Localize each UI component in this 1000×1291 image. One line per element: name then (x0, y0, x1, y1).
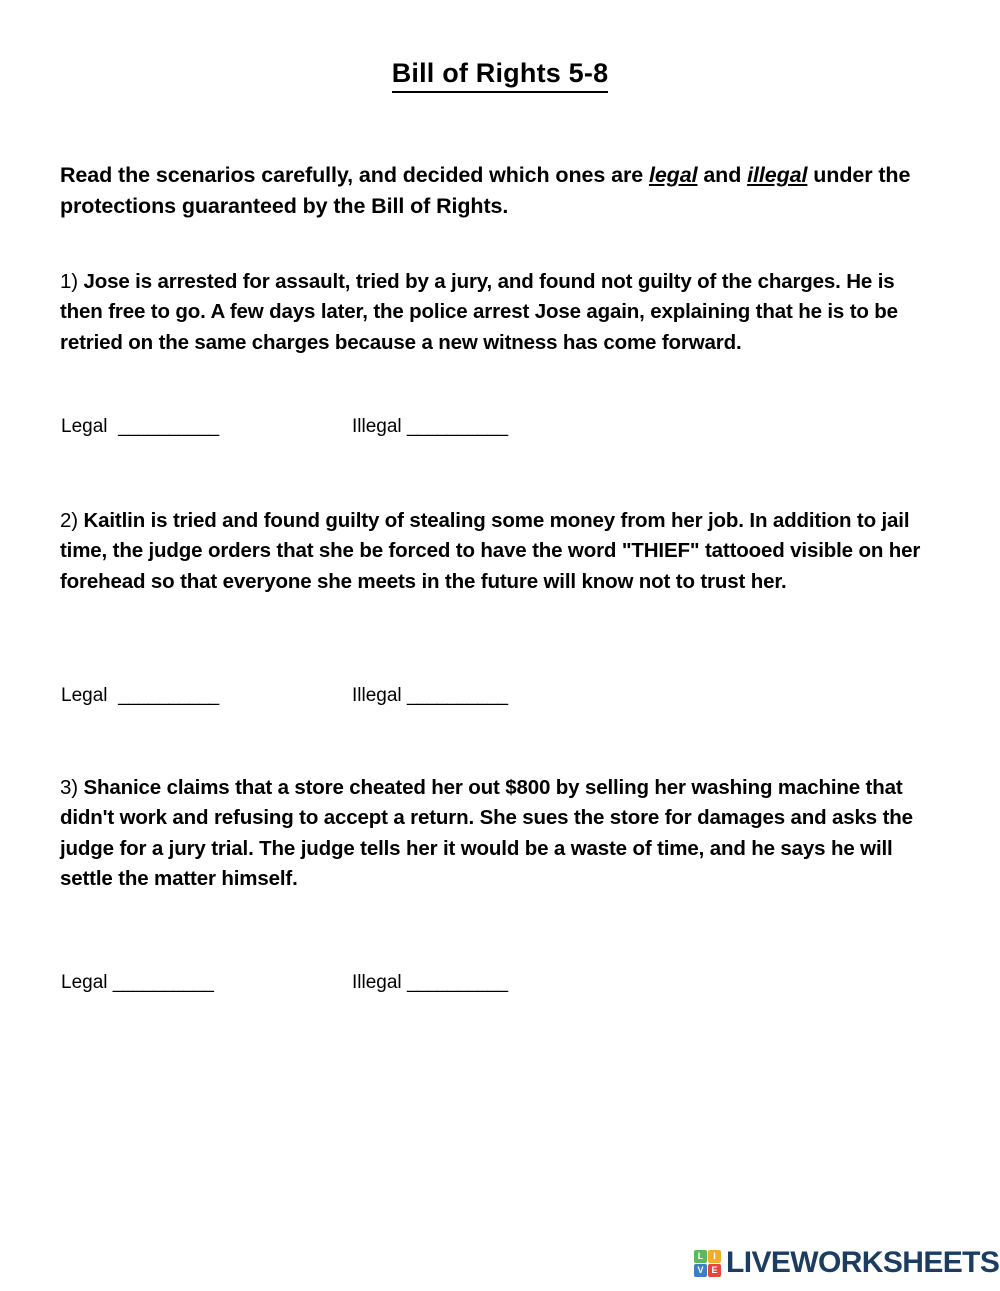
scenario-3-number: 3) (60, 776, 78, 799)
answer-2-illegal-blank[interactable]: __________ (406, 685, 508, 706)
worksheet-content (60, 160, 938, 1002)
answer-1-legal-blank[interactable]: __________ (118, 416, 219, 438)
page-title: Bill of Rights 5-8 (392, 58, 609, 93)
answer-row-2 (60, 685, 938, 715)
logo-tile-l: L (694, 1250, 707, 1263)
answer-1-illegal-blank[interactable]: __________ (406, 416, 508, 438)
instructions-text-part3: under the protections guaranteed by the Bill of Rights. (60, 163, 911, 218)
scenario-2-text: Kaitlin is tried and found guilty of stealing some money from her job. In addition to jail time, the judge orders that she be forced to have the word "THIEF" tattooed visible on her forehead so that everyone she meets in the future will know not to trust her. (60, 509, 921, 593)
scenario-3 (60, 773, 938, 894)
spacer (60, 358, 938, 416)
answer-1-illegal-option[interactable] (352, 416, 508, 438)
answer-2-illegal-label: Illegal (352, 685, 402, 706)
answer-1-illegal-label: Illegal (352, 416, 402, 438)
logo-tile-e: E (708, 1264, 721, 1277)
logo-tile-v: V (694, 1264, 707, 1277)
liveworksheets-wordmark: LIVEWORKSHEETS (726, 1246, 1000, 1279)
answer-3-legal-label: Legal (61, 972, 108, 994)
answer-3-illegal-blank[interactable]: __________ (406, 972, 508, 994)
scenario-1-number: 1) (60, 270, 78, 294)
scenario-2-number: 2) (60, 509, 78, 533)
answer-row-3 (60, 972, 938, 1002)
instructions-emphasis-illegal: illegal (747, 163, 808, 187)
instructions-text-part2: and (697, 163, 748, 187)
liveworksheets-logo[interactable] (694, 1243, 999, 1283)
scenario-3-text: Shanice claims that a store cheated her out $800 by selling her washing machine that didn't work and refusing to accept a return. She sues the store for damages and asks the judge for a jury trial. The judge tells her it would be a waste of time, and he says he will settle the matter himself. (60, 776, 913, 890)
answer-2-legal-blank[interactable]: __________ (118, 685, 219, 706)
answer-3-legal-option[interactable] (61, 972, 213, 994)
spacer (60, 715, 938, 773)
page-title-container (0, 58, 1000, 93)
instructions-paragraph (60, 160, 938, 221)
scenario-1-text: Jose is arrested for assault, tried by a jury, and found not guilty of the charges. He is then free to go. A few days later, the police arrest Jose again, explaining that he is to be retried on the same charges because a new witness has come forward. (60, 270, 898, 354)
answer-3-illegal-option[interactable] (352, 972, 508, 994)
logo-tile-i: I (708, 1250, 721, 1263)
scenario-2 (60, 506, 938, 597)
answer-2-illegal-option[interactable] (352, 685, 508, 707)
answer-3-illegal-label: Illegal (352, 972, 402, 994)
spacer (60, 597, 938, 685)
answer-row-1 (60, 416, 938, 446)
answer-1-legal-option[interactable] (61, 416, 219, 438)
instructions-text-part1: Read the scenarios carefully, and decided which ones are (60, 163, 649, 187)
spacer (60, 446, 938, 506)
answer-1-legal-label: Legal (61, 416, 108, 438)
answer-2-legal-label: Legal (61, 685, 108, 706)
scenario-1 (60, 267, 938, 358)
spacer (60, 894, 938, 972)
answer-2-legal-option[interactable] (61, 685, 219, 707)
liveworksheets-logo-mark-icon (694, 1250, 721, 1277)
answer-3-legal-blank[interactable]: __________ (112, 972, 214, 994)
instructions-emphasis-legal: legal (648, 163, 698, 187)
